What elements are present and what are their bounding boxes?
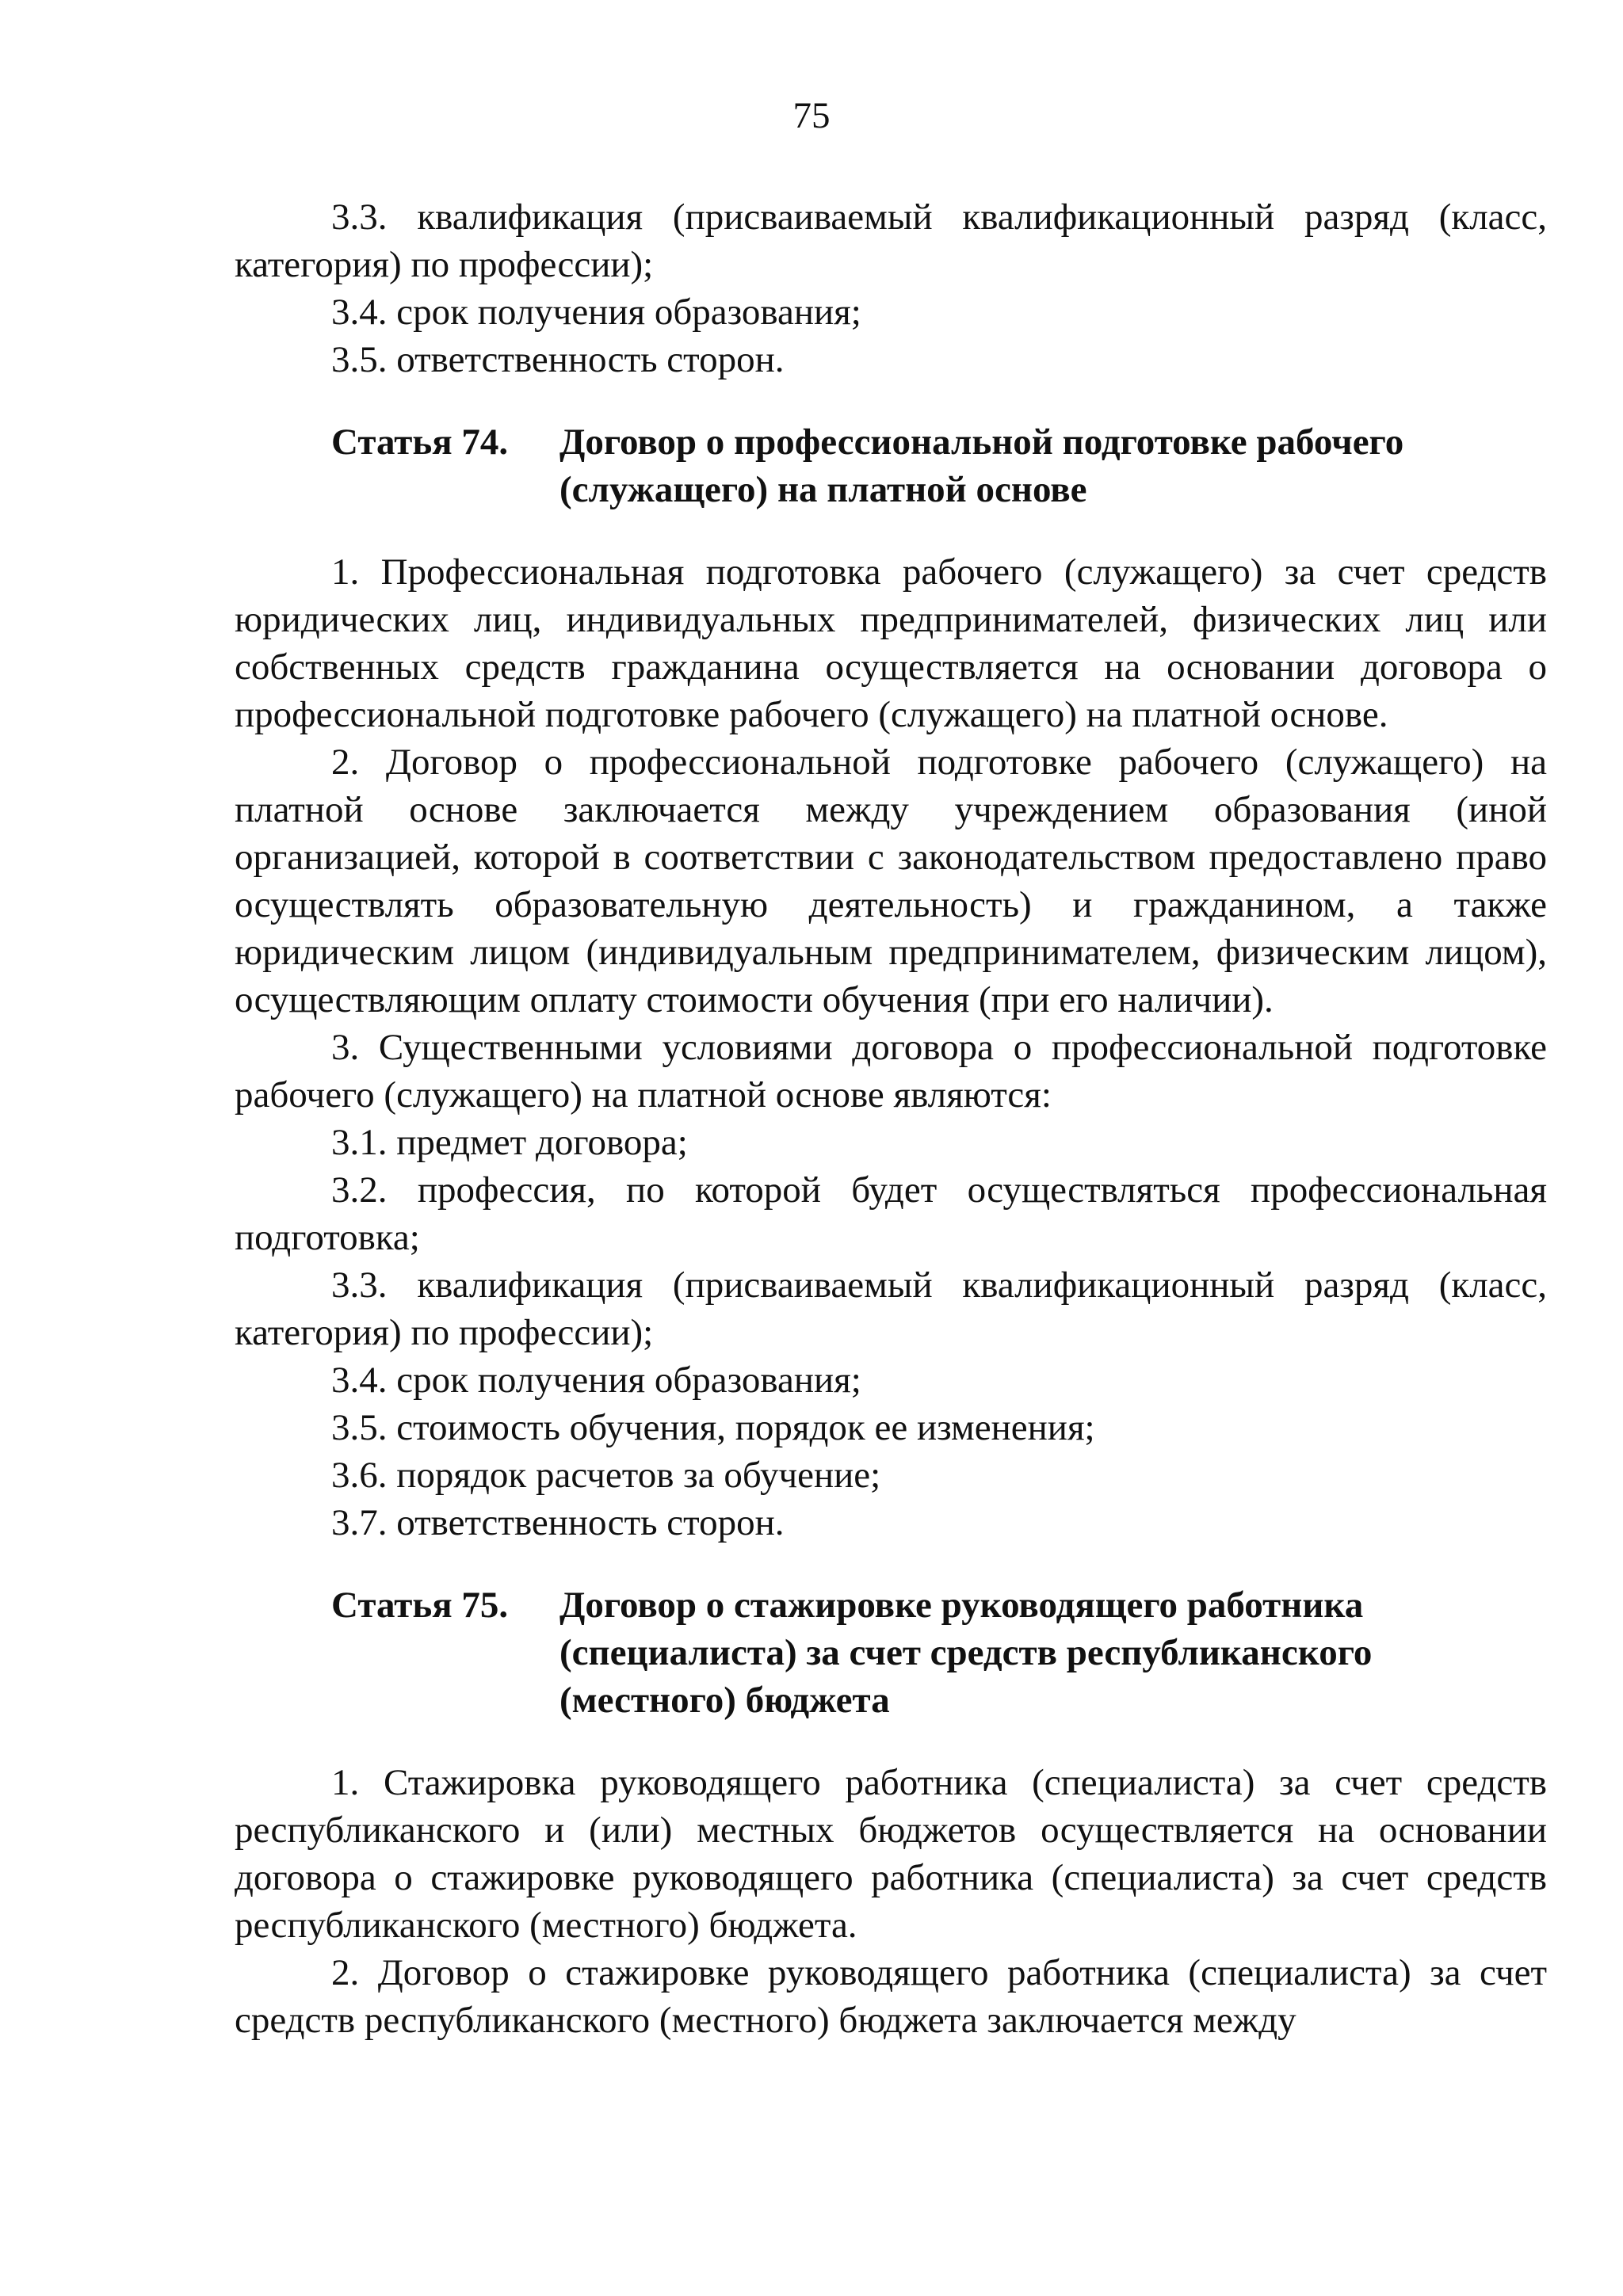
document-body bbox=[235, 193, 1547, 2044]
paragraph: 1. Профессиональная подготовка рабочего (служащего) за счет средств юридических лиц, индивидуальных предпринимателей, физических лиц или собственных средств гражданина осуществляется на основании договора о профессиональной подготовке рабочего (служащего) на платной основе. bbox=[235, 551, 1547, 735]
article-75-heading bbox=[235, 1581, 1547, 1724]
list-item: 3.5. ответственность сторон. bbox=[331, 339, 785, 380]
page-number: 75 bbox=[792, 95, 831, 136]
list-item: 3.3. квалификация (присваиваемый квалификационный разряд (класс, категория) по профессии); bbox=[235, 196, 1547, 285]
article-number: Статья 75. bbox=[331, 1585, 509, 1626]
paragraph: 1. Стажировка руководящего работника (специалиста) за счет средств республиканского и (или) местных бюджетов осуществляется на основании договора о стажировке руководящего работника (специалиста) за счет средств республиканского (местного) бюджета. bbox=[235, 1762, 1547, 1946]
paragraph: 2. Договор о профессиональной подготовке рабочего (служащего) на платной основе заключается между учреждением образования (иной организацией, которой в соответствии с законодательством предоставлено право осуществлять образовательную деятельность) и гражданином, а также юридическим лицом (индивидуальным предпринимателем, физическим лицом), осуществляющим оплату стоимости обучения (при его наличии). bbox=[235, 742, 1547, 1020]
article-title: Договор о профессиональной подготовке рабочего (служащего) на платной основе bbox=[559, 421, 1404, 510]
list-item: 3.6. порядок расчетов за обучение; bbox=[331, 1455, 881, 1496]
list-item: 3.1. предмет договора; bbox=[331, 1122, 688, 1163]
article-title: Договор о стажировке руководящего работника (специалиста) за счет средств республиканского (местного) бюджета bbox=[559, 1585, 1373, 1721]
article-74-heading bbox=[235, 418, 1547, 513]
list-item: 3.4. срок получения образования; bbox=[331, 1360, 861, 1401]
list-item: 3.7. ответственность сторон. bbox=[331, 1502, 785, 1543]
list-item: 3.2. профессия, по которой будет осуществляться профессиональная подготовка; bbox=[235, 1169, 1547, 1258]
list-item: 3.3. квалификация (присваиваемый квалификационный разряд (класс, категория) по профессии); bbox=[235, 1264, 1547, 1353]
list-item: 3.4. срок получения образования; bbox=[331, 292, 861, 333]
paragraph: 3. Существенными условиями договора о профессиональной подготовке рабочего (служащего) на платной основе являются: bbox=[235, 1027, 1547, 1116]
article-number: Статья 74. bbox=[331, 421, 509, 463]
list-item: 3.5. стоимость обучения, порядок ее изменения; bbox=[331, 1407, 1095, 1448]
paragraph: 2. Договор о стажировке руководящего работника (специалиста) за счет средств республиканского (местного) бюджета заключается между bbox=[235, 1952, 1547, 2041]
